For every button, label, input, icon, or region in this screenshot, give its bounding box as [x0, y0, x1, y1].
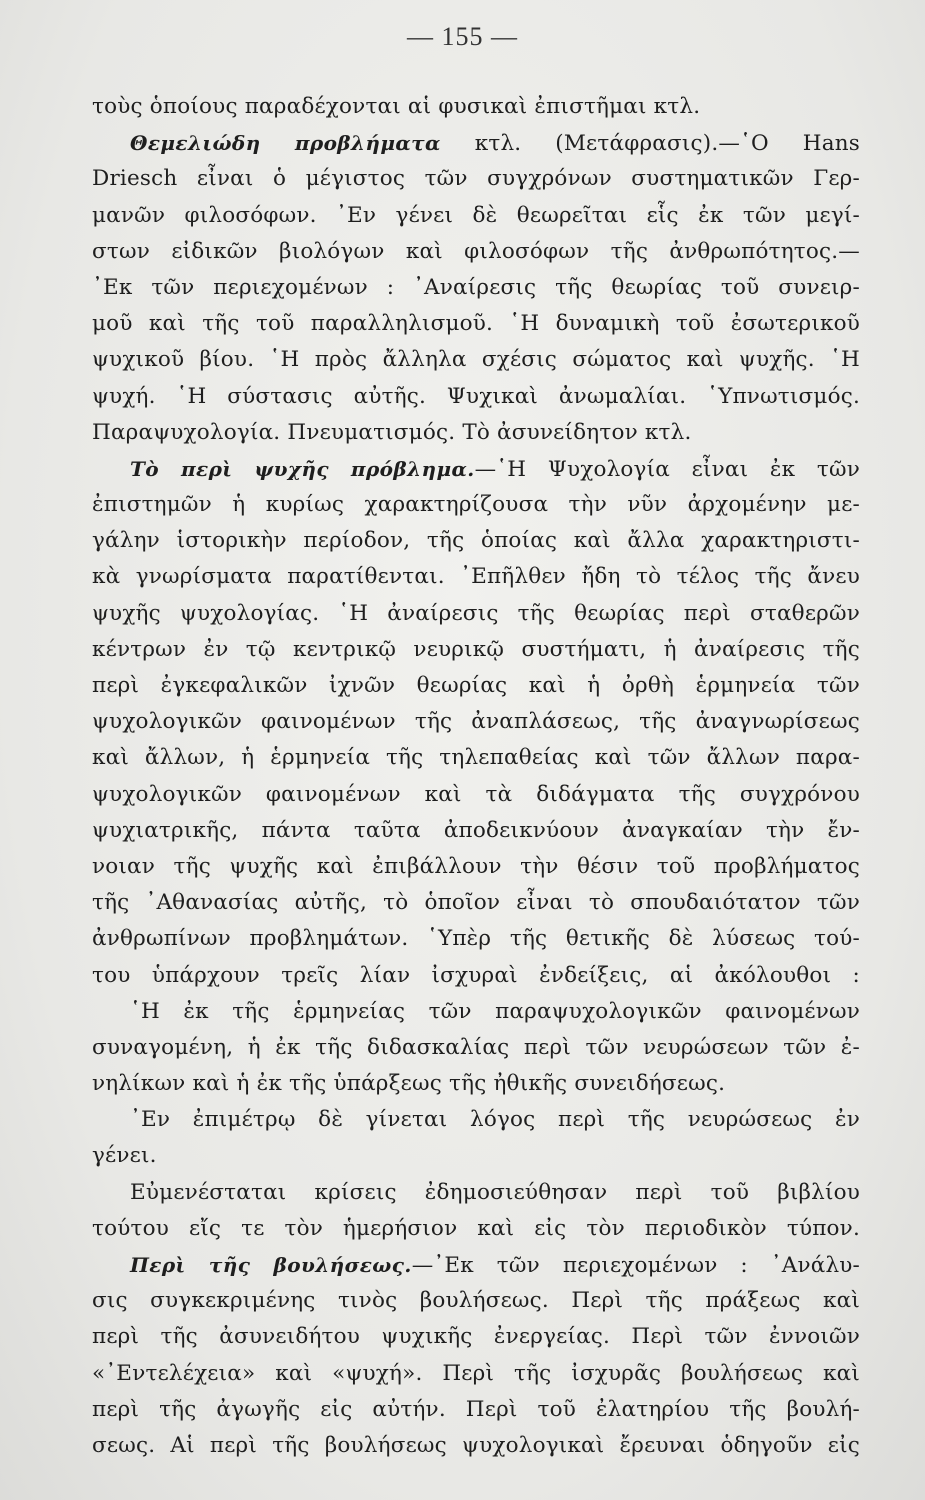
text-line: [92, 89, 860, 125]
line-text: Παραψυχολογία. Πνευματισμός. Τὸ ἀσυνείδητον κτλ.: [92, 419, 692, 445]
text-line: [92, 1319, 860, 1355]
line-text: ψυχολογικῶν φαινομένων τῆς ἀναπλάσεως, τῆς ἀναγνωρίσεως: [92, 709, 860, 735]
text-line: [92, 1066, 860, 1102]
line-text: τῆς ᾿Αθανασίας αὐτῆς, τὸ ὁποῖον εἶναι τὸ σπουδαιότατον τῶν: [92, 890, 860, 916]
line-text: σεως. Αἱ περὶ τῆς βουλήσεως ψυχολογικαὶ ἔρευναι ὁδηγοῦν εἰς: [92, 1432, 860, 1458]
line-text: —᾿Εκ τῶν περιεχομένων : ᾿Ανάλυ-: [411, 1253, 860, 1278]
text-line: [92, 487, 860, 523]
line-text: συναγομένη, ἡ ἐκ τῆς διδασκαλίας περὶ τῶν νευρώσεων τῶν ἐ-: [92, 1034, 860, 1060]
text-line: [92, 1211, 860, 1247]
line-text: ἐπιστημῶν ἡ κυρίως χαρακτηρίζουσα τὴν νῦν ἀρχομένην με-: [92, 492, 860, 518]
line-text: καὶ ἄλλων, ἡ ἑρμηνεία τῆς τηλεπαθείας καὶ τῶν ἄλλων παρα-: [92, 745, 860, 771]
line-text: ᾿Εν ἐπιμέτρῳ δὲ γίνεται λόγος περὶ τῆς νευρώσεως ἐν: [130, 1107, 860, 1133]
line-text: ᾿Εκ τῶν περιεχομένων : ᾿Αναίρεσις τῆς θεωρίας τοῦ συνειρ-: [92, 274, 860, 300]
text-line: [92, 958, 860, 994]
body-text: [92, 89, 860, 1464]
line-text: μανῶν φιλοσόφων. ᾿Εν γένει δὲ θεωρεῖται εἷς ἐκ τῶν μεγί-: [92, 202, 860, 228]
line-text: Driesch εἶναι ὁ μέγιστος τῶν συγχρόνων συστηματικῶν Γερ-: [92, 166, 860, 192]
text-line: [92, 849, 860, 885]
text-line: [92, 885, 860, 921]
text-line: [92, 1392, 860, 1428]
text-line: [92, 125, 860, 161]
text-line: [92, 234, 860, 270]
line-text: ἀνθρωπίνων προβλημάτων. ῾Υπὲρ τῆς θετικῆς δὲ λύσεως τού-: [92, 926, 860, 952]
text-line: [92, 1428, 860, 1464]
line-text: ψυχικοῦ βίου. ῾Η πρὸς ἄλληλα σχέσις σώματος καὶ ψυχῆς. ῾Η: [92, 347, 860, 373]
line-text: τοὺς ὁποίους παραδέχονται αἱ φυσικαὶ ἐπιστῆμαι κτλ.: [92, 94, 701, 119]
text-line: [92, 740, 860, 776]
text-line: [92, 668, 860, 704]
line-text: νοιαν τῆς ψυχῆς καὶ ἐπιβάλλουν τὴν θέσιν τοῦ προβλήματος: [92, 853, 860, 879]
text-line: [92, 632, 860, 668]
text-line: [92, 451, 860, 487]
text-line: [92, 379, 860, 415]
section-heading: Περὶ τῆς βουλήσεως.: [130, 1253, 412, 1277]
text-line: [92, 306, 860, 342]
text-line: [92, 161, 860, 197]
line-text: ψυχή. ῾Η σύστασις αὐτῆς. Ψυχικαὶ ἀνωμαλίαι. ῾Υπνωτισμός.: [92, 383, 860, 409]
line-text: κὰ γνωρίσματα παρατίθενται. ᾿Επῆλθεν ἤδη τὸ τέλος τῆς ἄνευ: [92, 564, 860, 590]
line-text: τούτου εἴς τε τὸν ἡμερήσιον καὶ εἰς τὸν περιοδικὸν τύπον.: [92, 1215, 860, 1241]
line-text: νηλίκων καὶ ἡ ἐκ τῆς ὑπάρξεως τῆς ἠθικῆς συνειδήσεως.: [92, 1071, 726, 1097]
line-text: —῾Η Ψυχολογία εἶναι ἐκ τῶν: [474, 456, 860, 482]
line-text: ψυχῆς ψυχολογίας. ῾Η ἀναίρεσις τῆς θεωρίας περὶ σταθερῶν: [92, 600, 860, 626]
text-line: [92, 1247, 860, 1283]
text-line: [92, 1102, 860, 1138]
line-text: Εὐμενέσταται κρίσεις ἐδημοσιεύθησαν περὶ τοῦ βιβλίου: [130, 1179, 860, 1205]
line-text: στων εἰδικῶν βιολόγων καὶ φιλοσόφων τῆς ἀνθρωπότητος.—: [92, 238, 860, 264]
text-line: [92, 1175, 860, 1211]
text-line: [92, 198, 860, 234]
text-line: [92, 559, 860, 595]
text-line: [92, 921, 860, 957]
text-line: [92, 1283, 860, 1319]
line-text: κτλ. (Μετάφρασις).—῾Ο Hans: [440, 131, 861, 157]
text-line: [92, 704, 860, 740]
line-text: ῾Η ἐκ τῆς ἑρμηνείας τῶν παραψυχολογικῶν φαινομένων: [130, 998, 860, 1024]
text-line: [92, 596, 860, 632]
text-line: [92, 994, 860, 1030]
text-line: [92, 777, 860, 813]
page-number: — 155 —: [407, 22, 518, 51]
line-text: ψυχιατρικῆς, πάντα ταῦτα ἀποδεικνύουν ἀναγκαίαν τὴν ἔν-: [92, 817, 860, 843]
line-text: γένει.: [92, 1143, 157, 1169]
line-text: κέντρων ἐν τῷ κεντρικῷ νευρικῷ συστήματι, ἡ ἀναίρεσις τῆς: [92, 636, 860, 662]
section-heading: Τὸ περὶ ψυχῆς πρόβλημα.: [130, 456, 475, 481]
line-text: περὶ ἐγκεφαλικῶν ἰχνῶν θεωρίας καὶ ἡ ὀρθὴ ἑρμηνεία τῶν: [92, 673, 860, 698]
line-text: γάλην ἱστορικὴν περίοδον, τῆς ὁποίας καὶ ἄλλα χαρακτηριστι-: [92, 528, 860, 554]
text-line: [92, 270, 860, 306]
line-text: περὶ τῆς ἀσυνειδήτου ψυχικῆς ἐνεργείας. Περὶ τῶν ἐννοιῶν: [92, 1324, 860, 1350]
text-line: [92, 1138, 860, 1174]
line-text: «᾿Εντελέχεια» καὶ «ψυχή». Περὶ τῆς ἰσχυρᾶς βουλήσεως καὶ: [92, 1360, 860, 1386]
text-line: [92, 415, 860, 451]
text-line: [92, 1356, 860, 1392]
line-text: μοῦ καὶ τῆς τοῦ παραλληλισμοῦ. ῾Η δυναμικὴ τοῦ ἐσωτερικοῦ: [92, 311, 860, 337]
line-text: του ὑπάρχουν τρεῖς λίαν ἰσχυραὶ ἐνδείξεις, αἱ ἀκόλουθοι :: [92, 962, 860, 988]
line-text: σις συγκεκριμένης τινὸς βουλήσεως. Περὶ τῆς πράξεως καὶ: [92, 1288, 860, 1314]
text-line: [92, 342, 860, 378]
text-line: [92, 523, 860, 559]
line-text: περὶ τῆς ἀγωγῆς εἰς αὐτήν. Περὶ τοῦ ἐλατηρίου τῆς βουλή-: [92, 1396, 860, 1422]
text-line: [92, 1030, 860, 1066]
line-text: ψυχολογικῶν φαινομένων καὶ τὰ διδάγματα τῆς συγχρόνου: [92, 781, 860, 807]
text-line: [92, 813, 860, 849]
section-heading: Θεμελιώδη προβλήματα: [130, 131, 441, 156]
